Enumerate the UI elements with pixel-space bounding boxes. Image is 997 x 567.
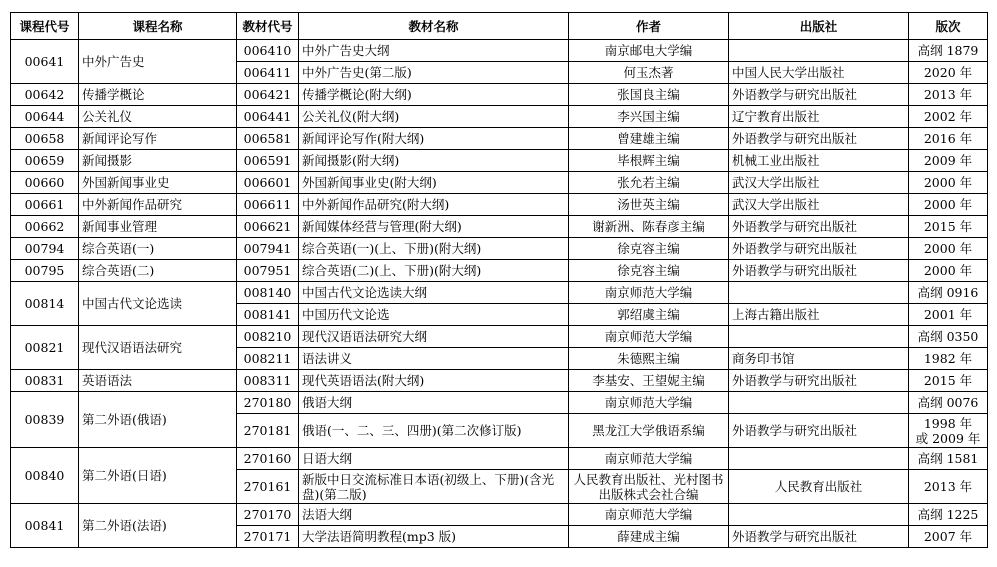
- publisher-cell: 武汉大学出版社: [729, 172, 909, 194]
- edition-cell: 2013 年: [909, 84, 988, 106]
- header-edition: 版次: [909, 13, 988, 40]
- author-cell: 李基安、王望妮主编: [569, 370, 729, 392]
- table-row: [11, 448, 988, 470]
- author-cell: 黑龙江大学俄语系编: [569, 414, 729, 448]
- book-code-cell: 006410: [237, 40, 299, 62]
- publisher-cell: 外语教学与研究出版社: [729, 84, 909, 106]
- book-name-cell: 语法讲义: [299, 348, 569, 370]
- book-name-cell: 中国历代文论选: [299, 304, 569, 326]
- book-name-cell: 新闻评论写作(附大纲): [299, 128, 569, 150]
- edition-cell: 高纲 0916: [909, 282, 988, 304]
- table-row: [11, 128, 988, 150]
- book-code-cell: 008210: [237, 326, 299, 348]
- author-cell: 南京邮电大学编: [569, 40, 729, 62]
- book-code-cell: 270181: [237, 414, 299, 448]
- course-name-cell: 中国古代文论选读: [79, 282, 237, 326]
- book-code-cell: 006411: [237, 62, 299, 84]
- course-name-cell: 公关礼仪: [79, 106, 237, 128]
- author-cell: 南京师范大学编: [569, 392, 729, 414]
- table-row: [11, 216, 988, 238]
- publisher-cell: 人民教育出版社: [729, 470, 909, 504]
- edition-cell: 2000 年: [909, 172, 988, 194]
- course-code-cell: 00839: [11, 392, 79, 448]
- book-name-cell: 中国古代文论选读大纲: [299, 282, 569, 304]
- book-code-cell: 008211: [237, 348, 299, 370]
- textbook-table: [10, 12, 988, 548]
- table-row: [11, 326, 988, 348]
- publisher-cell: [729, 448, 909, 470]
- course-code-cell: 00662: [11, 216, 79, 238]
- edition-cell: 2000 年: [909, 260, 988, 282]
- course-name-cell: 第二外语(俄语): [79, 392, 237, 448]
- course-code-cell: 00641: [11, 40, 79, 84]
- book-code-cell: 007951: [237, 260, 299, 282]
- publisher-cell: 商务印书馆: [729, 348, 909, 370]
- book-name-cell: 日语大纲: [299, 448, 569, 470]
- author-cell: 南京师范大学编: [569, 326, 729, 348]
- header-book-name: 教材名称: [299, 13, 569, 40]
- header-course-name: 课程名称: [79, 13, 237, 40]
- author-cell: 毕根辉主编: [569, 150, 729, 172]
- edition-cell: 2007 年: [909, 526, 988, 548]
- header-course-code: 课程代号: [11, 13, 79, 40]
- edition-cell: 高纲 0350: [909, 326, 988, 348]
- publisher-cell: 外语教学与研究出版社: [729, 526, 909, 548]
- edition-cell: 2002 年: [909, 106, 988, 128]
- course-code-cell: 00658: [11, 128, 79, 150]
- edition-cell: 1982 年: [909, 348, 988, 370]
- course-name-cell: 中外新闻作品研究: [79, 194, 237, 216]
- author-cell: 人民教育出版社、光村图书出版株式会社合编: [569, 470, 729, 504]
- book-name-cell: 俄语大纲: [299, 392, 569, 414]
- author-cell: 谢新洲、陈春彦主编: [569, 216, 729, 238]
- author-cell: 汤世英主编: [569, 194, 729, 216]
- author-cell: 曾建雄主编: [569, 128, 729, 150]
- course-code-cell: 00840: [11, 448, 79, 504]
- publisher-cell: [729, 40, 909, 62]
- edition-cell: 2001 年: [909, 304, 988, 326]
- book-name-cell: 中外新闻作品研究(附大纲): [299, 194, 569, 216]
- book-code-cell: 270160: [237, 448, 299, 470]
- course-name-cell: 新闻摄影: [79, 150, 237, 172]
- course-name-cell: 综合英语(一): [79, 238, 237, 260]
- book-code-cell: 270161: [237, 470, 299, 504]
- table-row: [11, 84, 988, 106]
- course-name-cell: 新闻评论写作: [79, 128, 237, 150]
- table-header-row: [11, 13, 988, 40]
- publisher-cell: 外语教学与研究出版社: [729, 260, 909, 282]
- book-name-cell: 综合英语(二)(上、下册)(附大纲): [299, 260, 569, 282]
- header-publisher: 出版社: [729, 13, 909, 40]
- book-name-cell: 公关礼仪(附大纲): [299, 106, 569, 128]
- book-code-cell: 008140: [237, 282, 299, 304]
- book-code-cell: 007941: [237, 238, 299, 260]
- edition-cell: 高纲 0076: [909, 392, 988, 414]
- course-code-cell: 00821: [11, 326, 79, 370]
- edition-cell: 2020 年: [909, 62, 988, 84]
- edition-cell: 2000 年: [909, 238, 988, 260]
- publisher-cell: [729, 282, 909, 304]
- table-row: [11, 194, 988, 216]
- author-cell: 南京师范大学编: [569, 282, 729, 304]
- publisher-cell: [729, 504, 909, 526]
- book-code-cell: 006421: [237, 84, 299, 106]
- course-code-cell: 00831: [11, 370, 79, 392]
- course-code-cell: 00794: [11, 238, 79, 260]
- book-code-cell: 006581: [237, 128, 299, 150]
- publisher-cell: [729, 326, 909, 348]
- book-name-cell: 大学法语简明教程(mp3 版): [299, 526, 569, 548]
- publisher-cell: 辽宁教育出版社: [729, 106, 909, 128]
- author-cell: 李兴国主编: [569, 106, 729, 128]
- course-code-cell: 00814: [11, 282, 79, 326]
- course-name-cell: 现代汉语语法研究: [79, 326, 237, 370]
- course-code-cell: 00841: [11, 504, 79, 548]
- book-code-cell: 006591: [237, 150, 299, 172]
- publisher-cell: 外语教学与研究出版社: [729, 128, 909, 150]
- header-author: 作者: [569, 13, 729, 40]
- edition-cell: 2015 年: [909, 370, 988, 392]
- edition-cell: 高纲 1225: [909, 504, 988, 526]
- table-row: [11, 504, 988, 526]
- table-row: [11, 40, 988, 62]
- author-cell: 朱德熙主编: [569, 348, 729, 370]
- publisher-cell: 武汉大学出版社: [729, 194, 909, 216]
- book-name-cell: 中外广告史(第二版): [299, 62, 569, 84]
- author-cell: 徐克容主编: [569, 260, 729, 282]
- book-code-cell: 270180: [237, 392, 299, 414]
- book-code-cell: 008141: [237, 304, 299, 326]
- table-row: [11, 370, 988, 392]
- course-name-cell: 综合英语(二): [79, 260, 237, 282]
- course-name-cell: 第二外语(日语): [79, 448, 237, 504]
- publisher-cell: 外语教学与研究出版社: [729, 238, 909, 260]
- table-row: [11, 106, 988, 128]
- author-cell: 徐克容主编: [569, 238, 729, 260]
- course-code-cell: 00795: [11, 260, 79, 282]
- author-cell: 薛建成主编: [569, 526, 729, 548]
- course-name-cell: 中外广告史: [79, 40, 237, 84]
- author-cell: 张国良主编: [569, 84, 729, 106]
- edition-cell: 高纲 1581: [909, 448, 988, 470]
- table-row: [11, 172, 988, 194]
- book-name-cell: 新版中日交流标准日本语(初级上、下册)(含光盘)(第二版): [299, 470, 569, 504]
- book-name-cell: 法语大纲: [299, 504, 569, 526]
- edition-cell: 2000 年: [909, 194, 988, 216]
- book-code-cell: 006601: [237, 172, 299, 194]
- book-code-cell: 006611: [237, 194, 299, 216]
- edition-cell: 2009 年: [909, 150, 988, 172]
- book-code-cell: 008311: [237, 370, 299, 392]
- course-name-cell: 外国新闻事业史: [79, 172, 237, 194]
- book-name-cell: 新闻摄影(附大纲): [299, 150, 569, 172]
- table-body: [11, 40, 988, 548]
- publisher-cell: [729, 392, 909, 414]
- book-name-cell: 外国新闻事业史(附大纲): [299, 172, 569, 194]
- book-code-cell: 006621: [237, 216, 299, 238]
- book-name-cell: 传播学概论(附大纲): [299, 84, 569, 106]
- book-name-cell: 中外广告史大纲: [299, 40, 569, 62]
- course-code-cell: 00660: [11, 172, 79, 194]
- book-name-cell: 综合英语(一)(上、下册)(附大纲): [299, 238, 569, 260]
- header-book-code: 教材代号: [237, 13, 299, 40]
- course-code-cell: 00661: [11, 194, 79, 216]
- book-name-cell: 现代英语语法(附大纲): [299, 370, 569, 392]
- course-code-cell: 00659: [11, 150, 79, 172]
- edition-cell: 2013 年: [909, 470, 988, 504]
- book-code-cell: 270170: [237, 504, 299, 526]
- table-row: [11, 150, 988, 172]
- book-name-cell: 现代汉语语法研究大纲: [299, 326, 569, 348]
- author-cell: 南京师范大学编: [569, 504, 729, 526]
- course-code-cell: 00642: [11, 84, 79, 106]
- edition-cell: 2016 年: [909, 128, 988, 150]
- author-cell: 南京师范大学编: [569, 448, 729, 470]
- textbook-table-container: [10, 12, 987, 548]
- table-row: [11, 392, 988, 414]
- publisher-cell: 机械工业出版社: [729, 150, 909, 172]
- author-cell: 何玉杰著: [569, 62, 729, 84]
- author-cell: 郭绍虞主编: [569, 304, 729, 326]
- publisher-cell: 外语教学与研究出版社: [729, 216, 909, 238]
- table-row: [11, 282, 988, 304]
- edition-cell: 高纲 1879: [909, 40, 988, 62]
- author-cell: 张允若主编: [569, 172, 729, 194]
- publisher-cell: 外语教学与研究出版社: [729, 370, 909, 392]
- book-name-cell: 新闻媒体经营与管理(附大纲): [299, 216, 569, 238]
- course-name-cell: 传播学概论: [79, 84, 237, 106]
- table-row: [11, 260, 988, 282]
- course-name-cell: 第二外语(法语): [79, 504, 237, 548]
- publisher-cell: 上海古籍出版社: [729, 304, 909, 326]
- course-name-cell: 新闻事业管理: [79, 216, 237, 238]
- table-row: [11, 238, 988, 260]
- book-name-cell: 俄语(一、二、三、四册)(第二次修订版): [299, 414, 569, 448]
- course-name-cell: 英语语法: [79, 370, 237, 392]
- book-code-cell: 006441: [237, 106, 299, 128]
- publisher-cell: 中国人民大学出版社: [729, 62, 909, 84]
- edition-cell: 2015 年: [909, 216, 988, 238]
- book-code-cell: 270171: [237, 526, 299, 548]
- course-code-cell: 00644: [11, 106, 79, 128]
- publisher-cell: 外语教学与研究出版社: [729, 414, 909, 448]
- edition-cell: 1998 年 或 2009 年: [909, 414, 988, 448]
